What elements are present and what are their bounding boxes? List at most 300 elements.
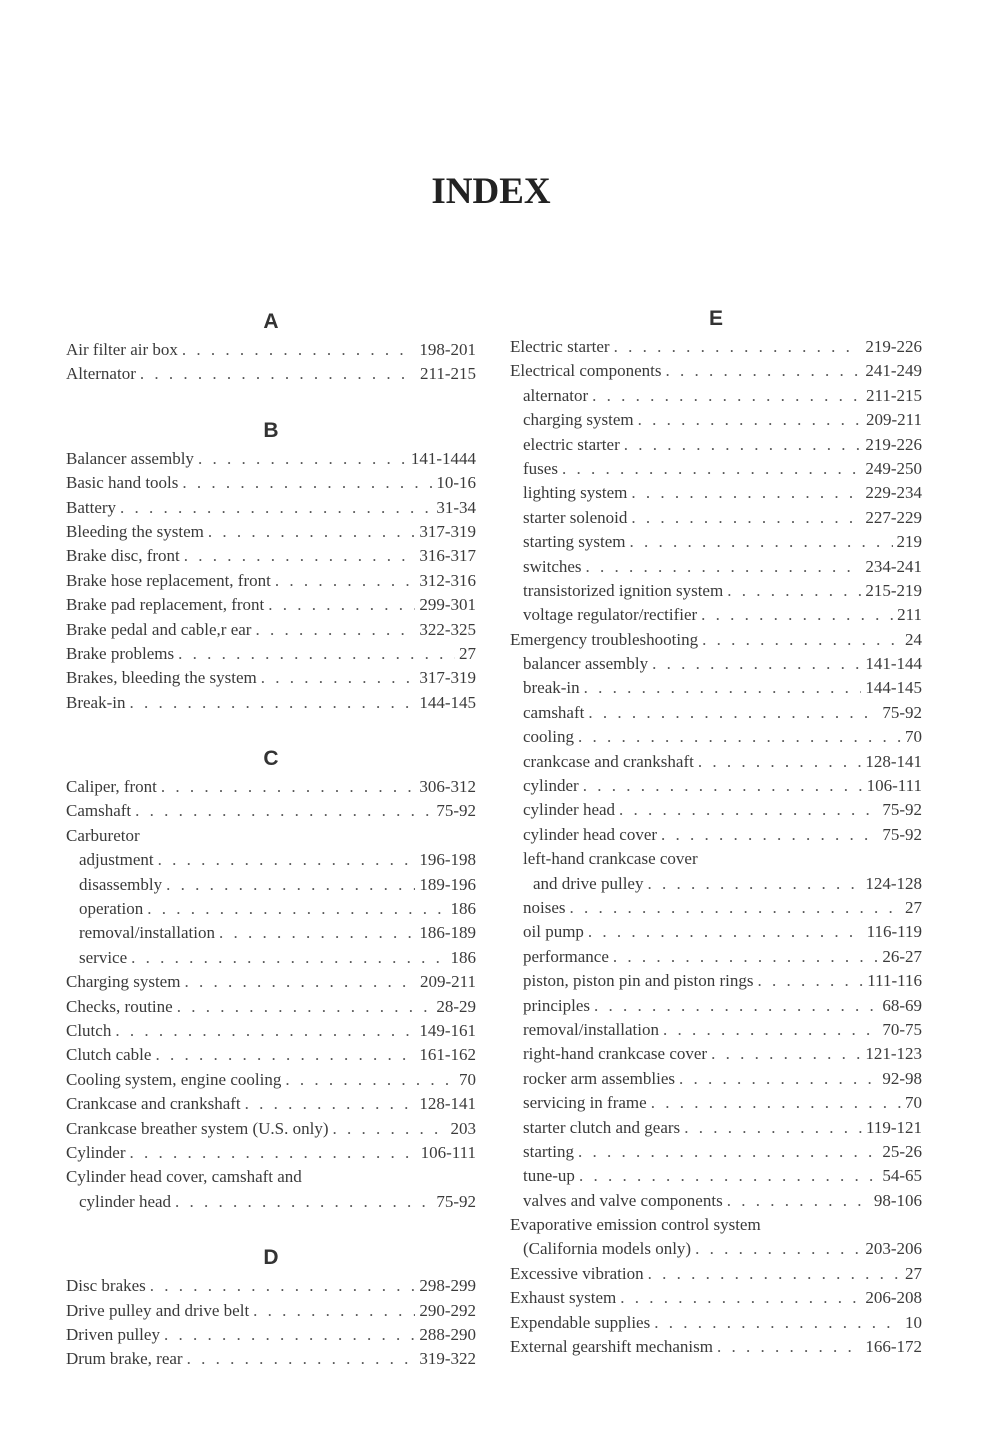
dot-leader (631, 481, 861, 505)
dot-leader (651, 1091, 901, 1115)
entry-page: 92-98 (882, 1068, 922, 1088)
dot-leader (654, 1311, 901, 1335)
dot-leader (684, 1116, 862, 1140)
entry-label: cylinder head cover (523, 824, 658, 844)
entry-label: Checks, routine (66, 996, 173, 1016)
entry-label: Emergency troubleshooting (510, 629, 699, 649)
entry-label: camshaft (523, 702, 585, 722)
dot-leader (717, 1335, 861, 1359)
index-entry (66, 1068, 476, 1092)
entry-page: 75-92 (882, 800, 922, 820)
index-entry (510, 823, 922, 847)
entry-label: fuses (523, 458, 558, 478)
dot-leader (570, 896, 902, 920)
entry-label: Bleeding the system (66, 521, 204, 541)
index-entry (510, 506, 922, 530)
entry-page: 116-119 (866, 922, 922, 942)
entry-page: 290-292 (419, 1300, 476, 1320)
entry-page: 319-322 (419, 1349, 476, 1369)
index-entry (510, 628, 922, 652)
dot-leader (177, 995, 433, 1019)
dot-leader (631, 506, 861, 530)
entry-page: 149-161 (419, 1020, 476, 1040)
section-letter: A (263, 310, 279, 333)
index-entry (510, 335, 922, 359)
index-entry (510, 1189, 922, 1213)
dot-leader (184, 970, 416, 994)
dot-leader (129, 691, 415, 715)
entry-label: Brake problems (66, 643, 175, 663)
entry-label: lighting system (523, 483, 628, 503)
index-entry (510, 1018, 922, 1042)
dot-leader (184, 544, 416, 568)
dot-leader (584, 676, 862, 700)
entry-label: Excessive vibration (510, 1263, 644, 1283)
entry-label: transistorized ignition system (523, 580, 724, 600)
entry-label: Carburetor (66, 825, 140, 845)
dot-leader (613, 945, 878, 969)
index-entry (66, 1299, 476, 1323)
dot-leader (131, 946, 446, 970)
entry-label: Break-in (66, 692, 126, 712)
entry-label: valves and valve components (523, 1190, 723, 1210)
index-entry (510, 969, 922, 993)
entry-page: 144-145 (865, 678, 922, 698)
index-entry (510, 652, 922, 676)
entry-page: 68-69 (882, 995, 922, 1015)
dot-leader (166, 873, 415, 897)
dot-leader (135, 799, 432, 823)
dot-leader (255, 618, 415, 642)
index-entry (510, 774, 922, 798)
entry-label: Drum brake, rear (66, 1349, 183, 1369)
entry-label: balancer assembly (523, 654, 649, 674)
entry-label: left-hand crankcase cover (523, 849, 698, 869)
entry-page: 209-211 (419, 972, 476, 992)
entry-label: Evaporative emission control system (510, 1215, 761, 1235)
dot-leader (158, 848, 416, 872)
dot-leader (727, 1189, 870, 1213)
entry-label: Clutch cable (66, 1045, 152, 1065)
index-entry (66, 447, 476, 471)
dot-leader (588, 701, 878, 725)
dot-leader (661, 823, 878, 847)
entry-label: Caliper, front (66, 777, 157, 797)
entry-page: 26-27 (882, 946, 922, 966)
index-entry (510, 847, 922, 871)
index-entry (66, 824, 476, 848)
index-entry (66, 873, 476, 897)
index-entry (66, 1141, 476, 1165)
entry-label: performance (523, 946, 609, 966)
dot-leader (594, 994, 878, 1018)
index-entry (66, 1323, 476, 1347)
index-entry (510, 872, 922, 896)
entry-page: 10 (905, 1312, 922, 1332)
entry-page: 219 (896, 532, 922, 552)
dot-leader (187, 1347, 416, 1371)
index-section-b (66, 417, 476, 715)
index-entry (510, 1335, 922, 1359)
entry-label: crankcase and crankshaft (523, 751, 694, 771)
dot-leader (586, 555, 862, 579)
entry-label: switches (523, 556, 582, 576)
entry-page: 189-196 (419, 874, 476, 894)
index-entry (66, 775, 476, 799)
section-letter: D (263, 1246, 279, 1270)
dot-leader (261, 666, 416, 690)
index-entry (510, 798, 922, 822)
index-entry (66, 1165, 476, 1189)
dot-leader (150, 1274, 416, 1298)
dot-leader (175, 1190, 432, 1214)
index-entry (66, 1117, 476, 1141)
entry-label: Brake pedal and cable,r ear (66, 619, 252, 639)
index-section-d (66, 1244, 476, 1372)
index-entry (510, 408, 922, 432)
entry-label: Electric starter (510, 337, 610, 356)
entry-page: 209-211 (865, 410, 922, 430)
index-entry (510, 1311, 922, 1335)
entry-page: 317-319 (419, 668, 476, 688)
index-entry (66, 946, 476, 970)
dot-leader (583, 774, 863, 798)
entry-page: 24 (905, 629, 922, 649)
entry-page: 227-229 (865, 507, 922, 527)
entry-label: service (79, 947, 128, 967)
dot-leader (332, 1117, 446, 1141)
index-entry (510, 603, 922, 627)
entry-label: (California models only) (523, 1239, 692, 1259)
dot-leader (592, 384, 862, 408)
entry-page: 203 (450, 1118, 476, 1138)
dot-leader (245, 1092, 416, 1116)
entry-page: 75-92 (436, 1191, 476, 1211)
entry-page: 111-116 (867, 971, 922, 991)
entry-page: 322-325 (419, 619, 476, 639)
dot-leader (219, 921, 415, 945)
entry-label: Cylinder head cover, camshaft and (66, 1167, 302, 1187)
entry-label: Brake pad replacement, front (66, 595, 265, 615)
dot-leader (164, 1323, 415, 1347)
dot-leader (120, 496, 432, 520)
dot-leader (115, 1019, 415, 1043)
entry-page: 28-29 (436, 996, 476, 1016)
entry-page: 128-141 (865, 751, 922, 771)
entry-label: starter clutch and gears (523, 1117, 681, 1137)
entry-page: 75-92 (882, 824, 922, 844)
entry-label: Crankcase and crankshaft (66, 1094, 241, 1114)
entry-label: Driven pulley (66, 1324, 160, 1344)
index-entry (66, 642, 476, 666)
entry-page: 166-172 (865, 1337, 922, 1357)
index-entry (510, 994, 922, 1018)
section-letter: E (708, 307, 723, 330)
entry-page: 316-317 (419, 546, 476, 566)
entry-label: Battery (66, 497, 117, 517)
index-entry (510, 1067, 922, 1091)
entry-page: 219-226 (865, 337, 922, 356)
index-entry (510, 945, 922, 969)
dot-leader (698, 750, 861, 774)
entry-label: Camshaft (66, 801, 132, 821)
dot-leader (198, 447, 407, 471)
entry-page: 121-123 (865, 1044, 922, 1064)
entry-label: Drive pulley and drive belt (66, 1300, 250, 1320)
entry-page: 211-215 (419, 364, 476, 384)
index-entry (510, 1140, 922, 1164)
index-entry (510, 1213, 922, 1237)
entry-label: electric starter (523, 434, 620, 454)
index-entry (66, 848, 476, 872)
entry-page: 10-16 (436, 473, 476, 493)
index-entry (510, 750, 922, 774)
entry-label: removal/installation (79, 923, 215, 943)
entry-label: operation (79, 899, 144, 919)
entry-page: 70-75 (882, 1019, 922, 1039)
dot-leader (579, 1164, 878, 1188)
entry-page: 27 (905, 897, 922, 917)
index-entry (66, 520, 476, 544)
entry-page: 186 (450, 947, 476, 967)
index-entry (510, 481, 922, 505)
dot-leader (182, 471, 432, 495)
index-entry (510, 579, 922, 603)
entry-label: Disc brakes (66, 1276, 146, 1296)
dot-leader (285, 1068, 455, 1092)
dot-leader (620, 1286, 861, 1310)
entry-page: 98-106 (873, 1190, 922, 1210)
dot-leader (663, 1018, 878, 1042)
dot-leader (711, 1042, 861, 1066)
dot-leader (208, 520, 415, 544)
entry-label: Air filter air box (66, 340, 178, 359)
dot-leader (701, 603, 893, 627)
entry-label: Electrical components (510, 361, 662, 381)
index-entry (66, 544, 476, 568)
entry-label: principles (523, 995, 591, 1015)
entry-page: 106-111 (420, 1142, 476, 1162)
entry-label: Cooling system, engine cooling (66, 1069, 282, 1089)
entry-label: Brake hose replacement, front (66, 570, 271, 590)
entry-page: 119-121 (865, 1117, 922, 1137)
entry-label: charging system (523, 410, 634, 430)
index-entry (66, 1274, 476, 1298)
index-entry (66, 1190, 476, 1214)
entry-page: 27 (905, 1263, 922, 1283)
entry-page: 241-249 (865, 361, 922, 381)
index-entry (510, 433, 922, 457)
entry-page: 161-162 (419, 1045, 476, 1065)
entry-label: Basic hand tools (66, 473, 179, 493)
entry-label: External gearshift mechanism (510, 1337, 713, 1357)
dot-leader (695, 1237, 861, 1261)
entry-label: and drive pulley (533, 873, 644, 893)
entry-page: 70 (905, 727, 922, 747)
entry-page: 198-201 (419, 340, 476, 359)
dot-leader (614, 335, 862, 359)
dot-leader (652, 652, 861, 676)
index-entry (66, 1092, 476, 1116)
entry-label: noises (523, 897, 566, 917)
entry-label: Expendable supplies (510, 1312, 651, 1332)
index-entry (510, 676, 922, 700)
section-letter: B (263, 418, 279, 442)
entry-page: 288-290 (419, 1324, 476, 1344)
index-entry (66, 496, 476, 520)
dot-leader (147, 897, 446, 921)
index-entry (510, 530, 922, 554)
entry-label: Brake disc, front (66, 546, 180, 566)
index-entry (510, 384, 922, 408)
dot-leader (638, 408, 862, 432)
entry-page: 234-241 (865, 556, 922, 576)
index-entry (66, 970, 476, 994)
index-entry (66, 921, 476, 945)
entry-label: Charging system (66, 972, 181, 992)
index-entry (510, 725, 922, 749)
entry-label: starting (523, 1141, 574, 1161)
entry-label: break-in (523, 678, 580, 698)
index-entry (66, 618, 476, 642)
index-entry (66, 1019, 476, 1043)
entry-label: tune-up (523, 1166, 575, 1186)
entry-label: Crankcase breather system (U.S. only) (66, 1118, 329, 1138)
entry-label: Brakes, bleeding the system (66, 668, 257, 688)
index-entry (66, 691, 476, 715)
entry-page: 196-198 (419, 850, 476, 870)
entry-label: starting system (523, 532, 626, 552)
index-section-a (66, 308, 476, 387)
entry-page: 215-219 (865, 580, 922, 600)
entry-label: servicing in frame (523, 1093, 647, 1113)
section-letter: C (263, 747, 279, 771)
index-entry (66, 362, 476, 386)
entry-page: 186-189 (419, 923, 476, 943)
entry-page: 299-301 (419, 595, 476, 615)
dot-leader (155, 1043, 415, 1067)
index-entry (510, 896, 922, 920)
entry-page: 75-92 (882, 702, 922, 722)
entry-label: alternator (523, 385, 589, 405)
dot-leader (140, 362, 416, 386)
entry-label: Clutch (66, 1020, 112, 1040)
entry-page: 219-226 (865, 434, 922, 454)
index-entry (510, 1262, 922, 1286)
entry-page: 203-206 (865, 1239, 922, 1259)
dot-leader (268, 593, 415, 617)
dot-leader (578, 1140, 878, 1164)
dot-leader (679, 1067, 878, 1091)
entry-page: 306-312 (419, 777, 476, 797)
entry-page: 317-319 (419, 521, 476, 541)
entry-page: 229-234 (865, 483, 922, 503)
index-entry (66, 897, 476, 921)
index-entry (66, 995, 476, 1019)
entry-label: piston, piston pin and piston rings (523, 971, 754, 991)
index-entry (66, 338, 476, 362)
entry-label: Alternator (66, 364, 136, 384)
dot-leader (757, 969, 863, 993)
index-entry (66, 569, 476, 593)
entry-page: 106-111 (866, 776, 922, 796)
entry-label: Exhaust system (510, 1288, 617, 1308)
index-entry (510, 1042, 922, 1066)
index-entry (66, 799, 476, 823)
entry-page: 124-128 (865, 873, 922, 893)
dot-leader (578, 725, 901, 749)
index-entry (510, 1237, 922, 1261)
dot-leader (130, 1141, 417, 1165)
entry-label: rocker arm assemblies (523, 1068, 675, 1088)
entry-label: right-hand crankcase cover (523, 1044, 708, 1064)
index-section-c (66, 745, 476, 1214)
entry-label: starter solenoid (523, 507, 628, 527)
entry-label: oil pump (523, 922, 584, 942)
entry-page: 211 (897, 605, 922, 625)
entry-label: cylinder (523, 776, 579, 796)
entry-page: 141-1444 (410, 448, 476, 468)
entry-label: disassembly (79, 874, 163, 894)
index-entry (510, 701, 922, 725)
index-entry (66, 666, 476, 690)
dot-leader (253, 1299, 415, 1323)
entry-label: cooling (523, 727, 574, 747)
entry-label: Cylinder (66, 1142, 126, 1162)
index-section-e (510, 305, 922, 1359)
entry-page: 298-299 (419, 1276, 476, 1296)
index-entry (66, 593, 476, 617)
dot-leader (702, 628, 901, 652)
entry-page: 75-92 (436, 801, 476, 821)
index-entry (510, 1286, 922, 1310)
entry-page: 128-141 (419, 1094, 476, 1114)
entry-page: 312-316 (419, 570, 476, 590)
dot-leader (178, 642, 455, 666)
entry-label: cylinder head (79, 1191, 172, 1211)
entry-label: removal/installation (523, 1019, 659, 1039)
index-entry (510, 457, 922, 481)
entry-label: voltage regulator/rectifier (523, 605, 698, 625)
dot-leader (562, 457, 861, 481)
dot-leader (619, 798, 878, 822)
index-entry (510, 920, 922, 944)
dot-leader (666, 359, 862, 383)
entry-label: adjustment (79, 850, 154, 870)
entry-page: 70 (459, 1069, 476, 1089)
entry-page: 144-145 (419, 692, 476, 712)
index-entry (510, 359, 922, 383)
entry-page: 25-26 (882, 1141, 922, 1161)
dot-leader (588, 920, 863, 944)
index-entry (510, 555, 922, 579)
entry-page: 31-34 (436, 497, 476, 517)
index-entry (510, 1164, 922, 1188)
entry-page: 186 (450, 899, 476, 919)
entry-page: 141-144 (865, 654, 922, 674)
entry-page: 249-250 (865, 458, 922, 478)
dot-leader (648, 1262, 901, 1286)
dot-leader (624, 433, 862, 457)
entry-page: 54-65 (882, 1166, 922, 1186)
index-column-left (66, 308, 476, 1402)
entry-page: 70 (905, 1093, 922, 1113)
page-title: INDEX (431, 171, 551, 212)
index-entry (66, 1043, 476, 1067)
entry-page: 206-208 (865, 1288, 922, 1308)
dot-leader (161, 775, 415, 799)
dot-leader (647, 872, 861, 896)
